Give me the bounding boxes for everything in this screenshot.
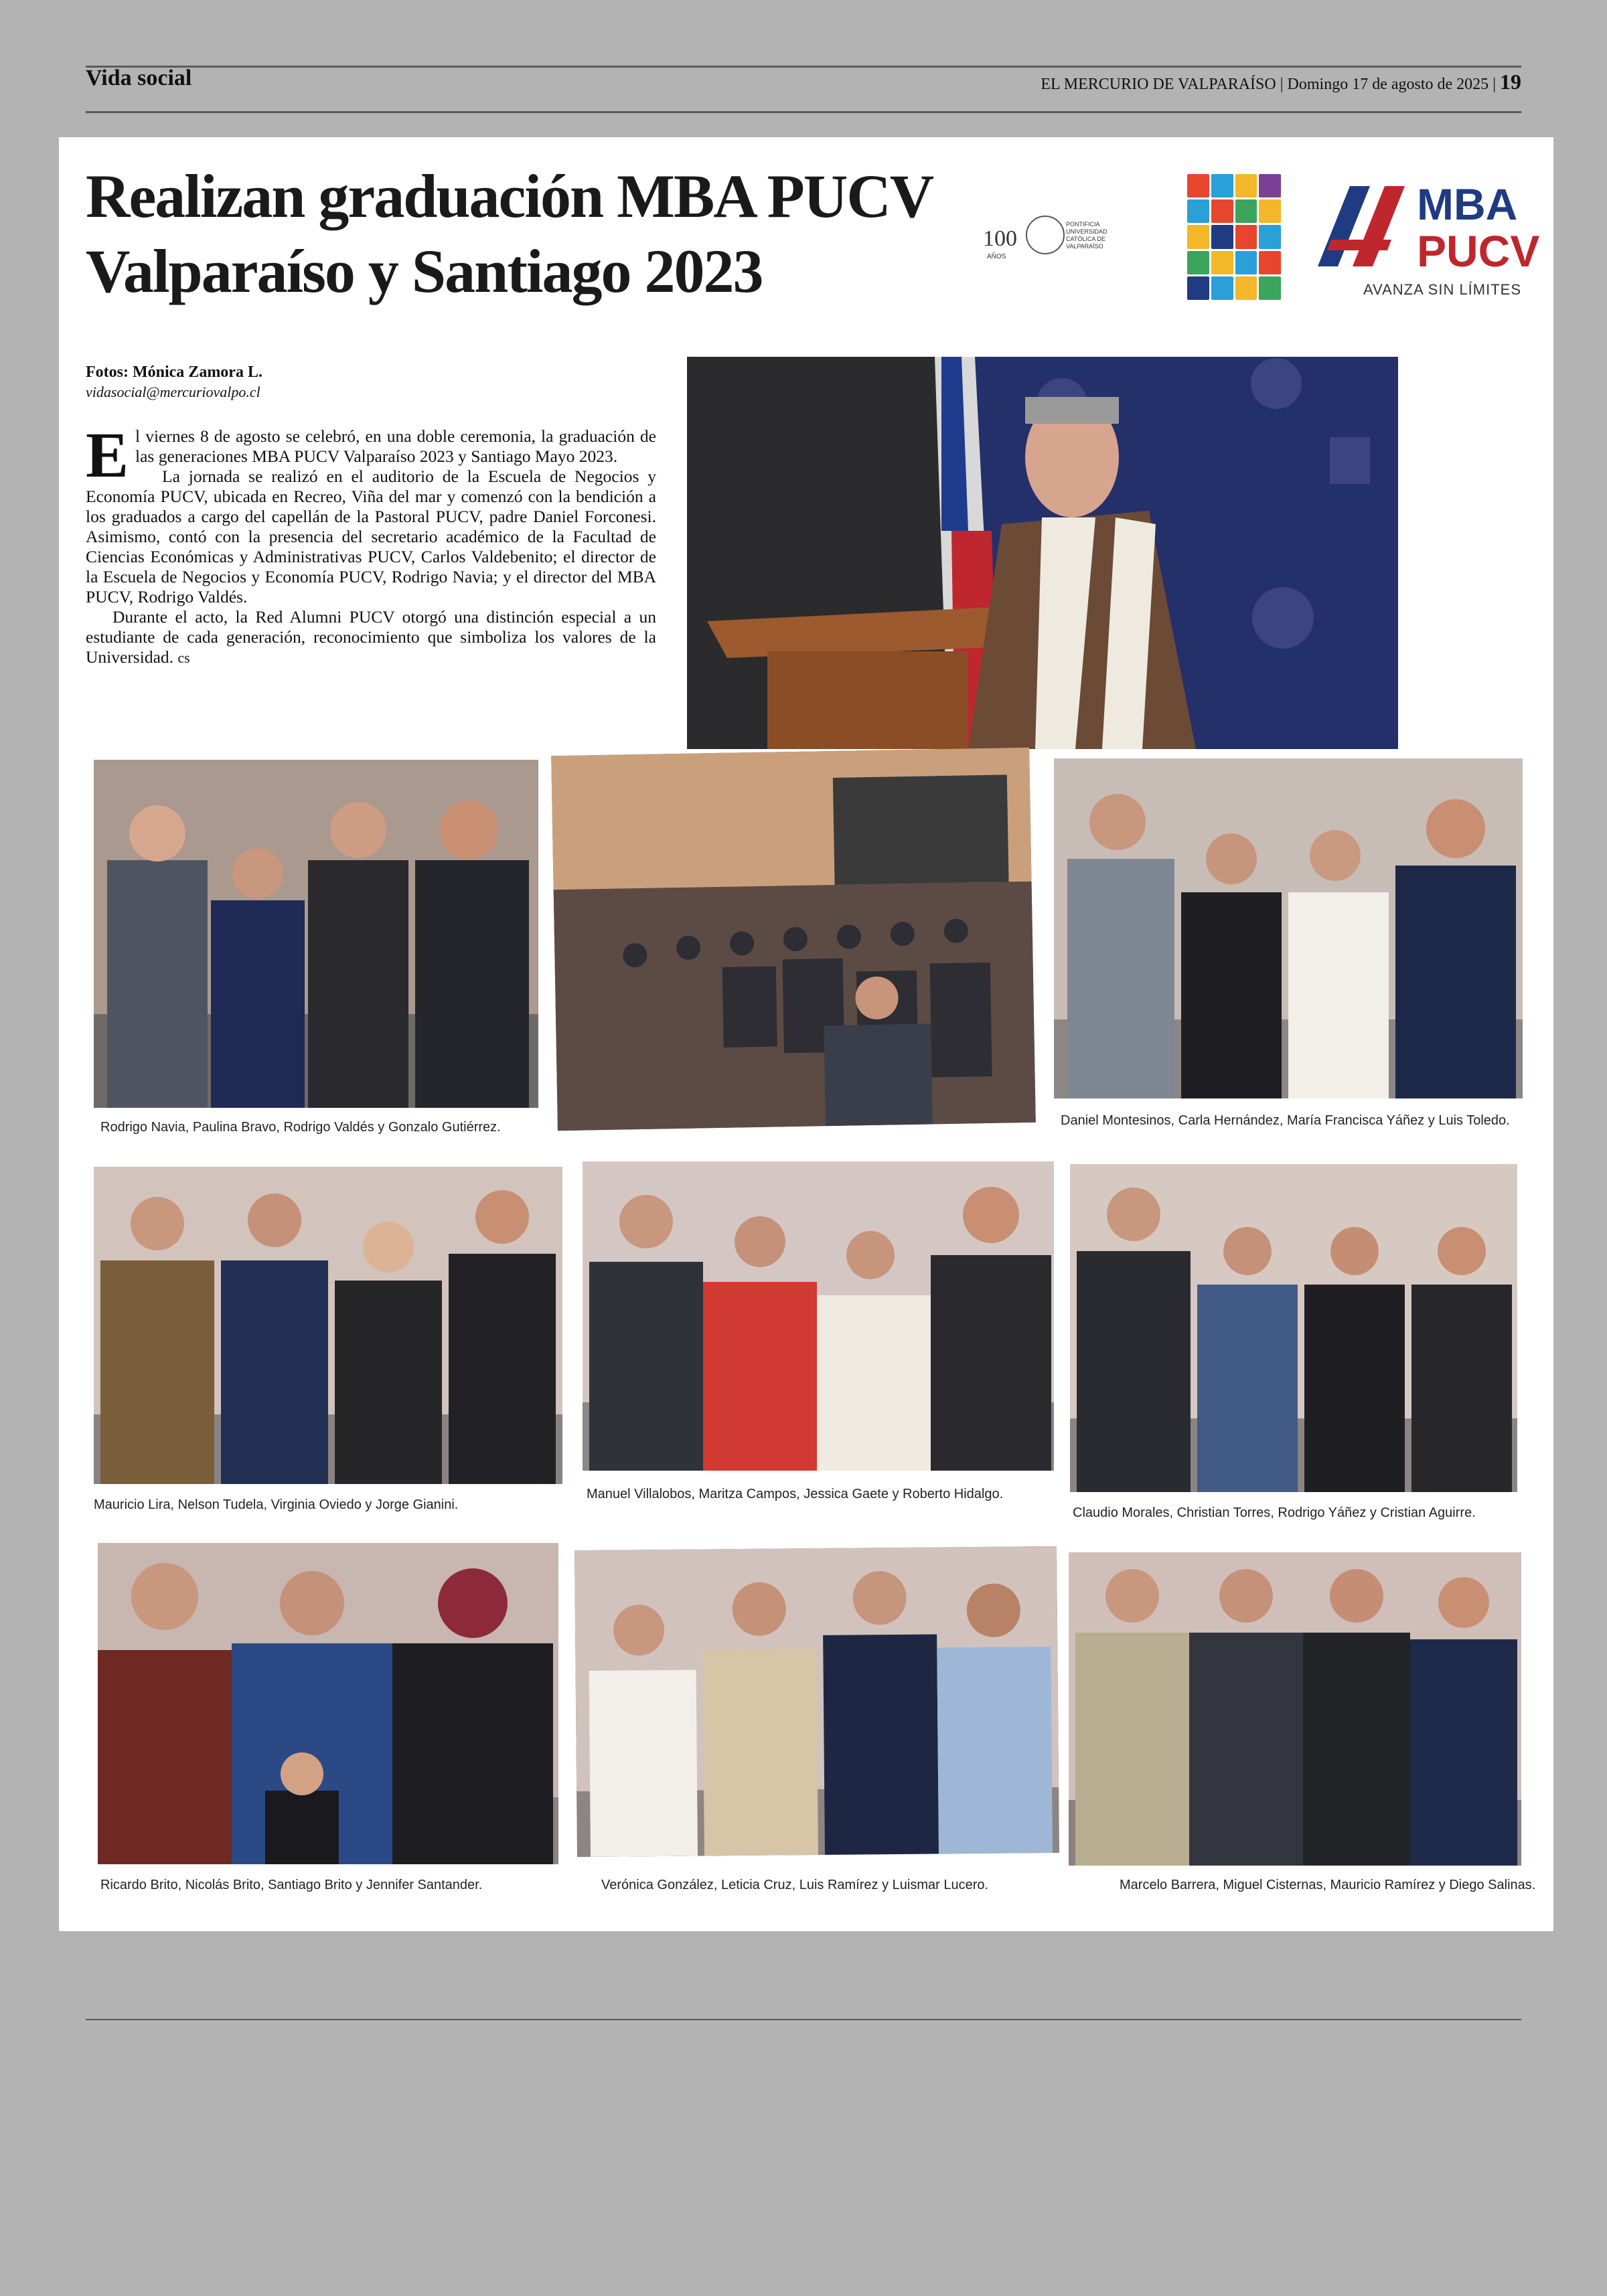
university-line-3: CATÓLICA DE xyxy=(1066,236,1105,242)
page-number: 19 xyxy=(1500,70,1521,94)
section-name: Vida social xyxy=(86,66,192,90)
group-photo-3 xyxy=(1054,758,1523,1098)
header-rule xyxy=(86,111,1521,113)
article-body xyxy=(86,419,656,668)
group-photo-1 xyxy=(94,760,538,1108)
pucv-word: PUCV xyxy=(1417,226,1540,276)
issue-date: Domingo 17 de agosto de 2025 xyxy=(1287,76,1489,93)
pucv-100-years-logo xyxy=(983,201,1124,274)
university-seal-icon xyxy=(1026,216,1065,254)
paragraph-3-text: Durante el acto, la Red Alumni PUCV otorgó una distinción especial a un estudiante de cada generación, reconocimiento que simboliza los valores de la Universidad. xyxy=(86,607,656,667)
group-photo-8 xyxy=(575,1546,1059,1857)
top-rule xyxy=(86,66,1521,68)
paragraph-2: La jornada se realizó en el auditorio de la Escuela de Negocios y Economía PUCV, ubicada en Recreo, Viña del mar y comenzó con la bendición a los graduados a cargo del capellán de la Pastoral PUCV, padre Daniel Forconesi. Asimismo, contó con la presencia del secretario académico de la Facultad de Ciencias Económicas y Administrativas PUCV, Carlos Valdebenito; el director de la Escuela de Negocios y Economía PUCV, Rodrigo Navia; y el director del MBA PUCV, Rodrigo Valdés. xyxy=(86,467,656,606)
contact-email: vidasocial@mercuriovalpo.cl xyxy=(86,384,260,400)
drop-cap: E xyxy=(86,419,129,491)
mba-pucv-logo xyxy=(1318,181,1579,308)
paragraph-1-text: l viernes 8 de agosto se celebró, en una doble ceremonia, la graduación de las generaciones MBA PUCV Valparaíso 2023 y Santiago Mayo 2023. xyxy=(135,426,656,466)
caption-photo-7: Ricardo Brito, Nicolás Brito, Santiago Brito y Jennifer Santander. xyxy=(100,1878,483,1892)
group-photo-7 xyxy=(98,1543,558,1864)
newspaper-header: EL MERCURIO DE VALPARAÍSO | Domingo 17 de agosto de 2025 | 19 xyxy=(1041,70,1521,94)
anniversary-word: AÑOS xyxy=(987,253,1006,260)
university-line-2: UNIVERSIDAD xyxy=(1066,228,1107,235)
university-line-4: VALPARAÍSO xyxy=(1066,243,1103,250)
paragraph-3 xyxy=(86,607,656,668)
caption-photo-6: Claudio Morales, Christian Torres, Rodrigo Yáñez y Cristian Aguirre. xyxy=(1073,1505,1476,1520)
colorful-mosaic-logo xyxy=(1187,174,1281,300)
article-title xyxy=(86,159,933,309)
caption-photo-3: Daniel Montesinos, Carla Hernández, María Francisca Yáñez y Luis Toledo. xyxy=(1061,1113,1510,1128)
bottom-rule xyxy=(86,2019,1521,2020)
mba-tagline: AVANZA SIN LÍMITES xyxy=(1363,281,1522,298)
mba-word: MBA xyxy=(1417,179,1518,229)
paragraph-1 xyxy=(86,419,656,491)
group-photo-6 xyxy=(1070,1164,1517,1492)
university-name xyxy=(1066,221,1107,250)
article-page xyxy=(59,137,1553,1931)
caption-photo-5: Manuel Villalobos, Maritza Campos, Jessica Gaete y Roberto Hidalgo. xyxy=(587,1487,1004,1501)
end-mark: cs xyxy=(177,649,190,666)
sponsor-logos xyxy=(983,174,1586,308)
group-photo-5 xyxy=(583,1161,1054,1471)
photo-credit xyxy=(86,362,262,402)
mba-mark-icon xyxy=(1318,186,1405,266)
caption-photo-4: Mauricio Lira, Nelson Tudela, Virginia Oviedo y Jorge Gianini. xyxy=(94,1497,459,1512)
group-photo-9 xyxy=(1069,1552,1521,1866)
title-line-2: Valparaíso y Santiago 2023 xyxy=(86,237,763,305)
anniversary-number: 100 xyxy=(983,226,1017,251)
audience-photo xyxy=(551,748,1036,1131)
university-line-1: PONTIFICIA xyxy=(1066,221,1100,228)
caption-photo-1: Rodrigo Navia, Paulina Bravo, Rodrigo Valdés y Gonzalo Gutiérrez. xyxy=(100,1120,501,1135)
main-photo-priest xyxy=(687,357,1398,749)
newspaper-name: EL MERCURIO DE VALPARAÍSO xyxy=(1041,76,1276,93)
caption-photo-9: Marcelo Barrera, Miguel Cisternas, Mauricio Ramírez y Diego Salinas. xyxy=(1120,1878,1536,1892)
photographer: Fotos: Mónica Zamora L. xyxy=(86,363,262,381)
caption-photo-8: Verónica González, Leticia Cruz, Luis Ramírez y Luismar Lucero. xyxy=(601,1878,989,1892)
mba-wordmark xyxy=(1417,181,1539,274)
group-photo-4 xyxy=(94,1167,562,1484)
title-line-1: Realizan graduación MBA PUCV xyxy=(86,162,933,230)
